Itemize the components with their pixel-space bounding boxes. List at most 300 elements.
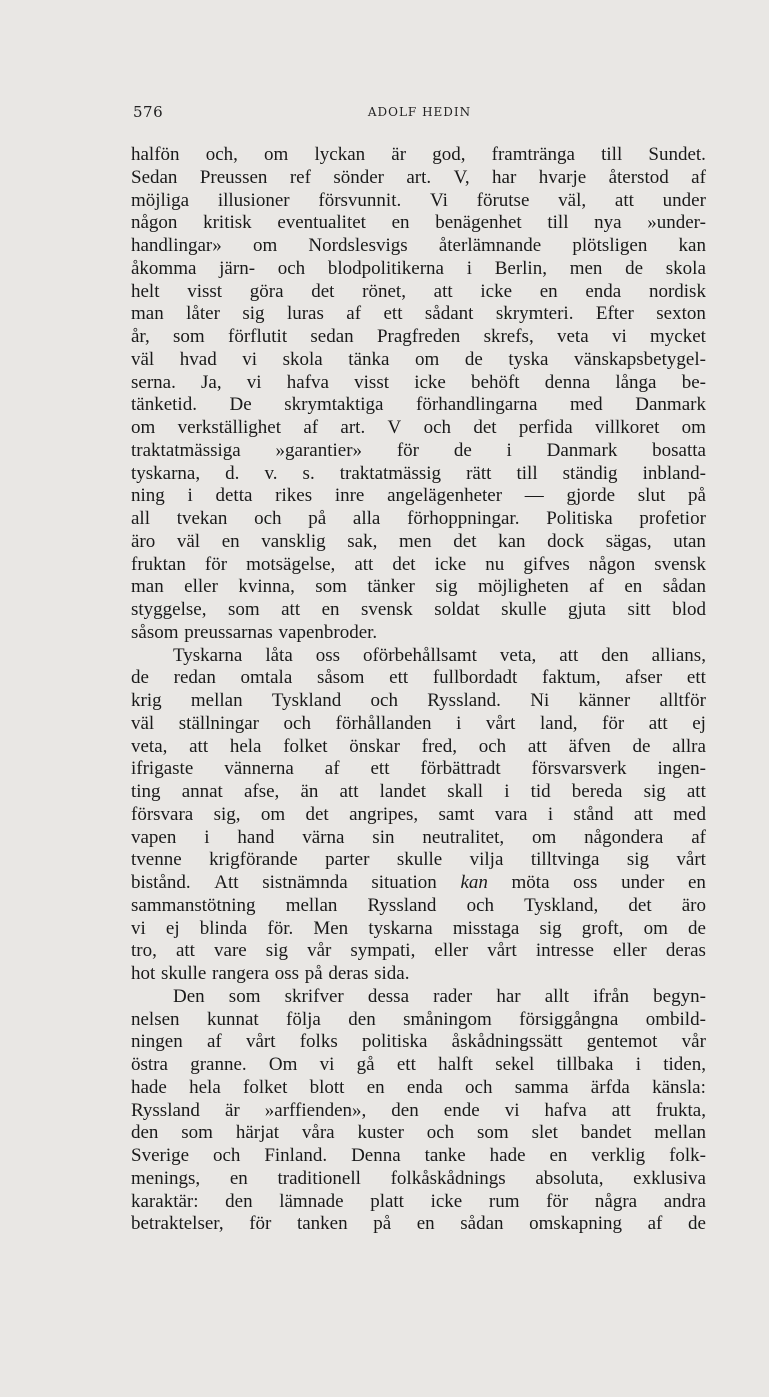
- text-line: [131, 554, 706, 577]
- word: deras: [328, 963, 369, 984]
- word: sympati,: [350, 940, 416, 962]
- word: samma: [514, 1076, 569, 1098]
- word: för: [396, 439, 420, 461]
- word: vi: [131, 917, 146, 939]
- word: oss: [315, 644, 341, 666]
- text-line: [131, 713, 706, 736]
- word: småningom: [403, 1008, 492, 1030]
- word: utan: [673, 530, 706, 552]
- word: preussarnas: [184, 621, 273, 643]
- word: andra: [663, 1190, 706, 1212]
- word: Ni: [530, 690, 550, 711]
- word: för: [602, 712, 625, 734]
- word: illusioner: [217, 189, 290, 211]
- word: sönder: [333, 166, 384, 188]
- word: det: [473, 417, 497, 438]
- word: väl,: [558, 189, 587, 211]
- word: eller: [434, 940, 469, 962]
- word: som: [173, 326, 205, 347]
- word: hade: [131, 1076, 167, 1098]
- word: östra: [131, 1054, 168, 1075]
- word: sig: [242, 303, 265, 325]
- word: halfön: [131, 144, 180, 165]
- word: bistånd.: [131, 872, 191, 893]
- word: att: [281, 599, 301, 620]
- word: Danmark: [635, 394, 706, 416]
- text-line: [131, 827, 706, 850]
- word: den: [131, 1122, 159, 1144]
- word: de: [632, 735, 651, 757]
- word: menings,: [131, 1167, 201, 1189]
- word: Efter: [595, 303, 634, 325]
- word: vapen: [131, 826, 177, 848]
- word: bereda: [571, 781, 623, 802]
- text-line: [131, 1168, 706, 1191]
- word: svensk: [361, 599, 413, 620]
- word: rönet,: [362, 280, 406, 302]
- word: att: [633, 803, 653, 825]
- word: Men: [313, 917, 349, 939]
- word: dock: [547, 530, 585, 552]
- word: v.: [264, 462, 278, 484]
- word: såsom: [131, 621, 179, 643]
- word: blod: [672, 599, 706, 620]
- word: att: [559, 644, 579, 666]
- word: hvad: [179, 348, 217, 370]
- word: och: [465, 1076, 493, 1098]
- word: afse,: [243, 781, 280, 802]
- word: sig: [539, 917, 562, 939]
- word: sig: [435, 576, 458, 598]
- word: som: [315, 576, 347, 598]
- word: för: [546, 1190, 569, 1212]
- word: en: [221, 530, 240, 552]
- word: ifrån: [593, 985, 630, 1007]
- word: eller: [184, 576, 218, 598]
- word: de: [131, 667, 149, 689]
- text-line: [131, 1077, 706, 1100]
- word: är: [391, 144, 407, 165]
- word: ett: [370, 758, 390, 780]
- word: Sverige: [131, 1145, 190, 1166]
- word: rum: [488, 1190, 520, 1212]
- text-line: [131, 804, 706, 827]
- word: detta: [215, 485, 253, 507]
- word: V,: [453, 166, 470, 188]
- word: möjligheten: [477, 576, 569, 598]
- word: rangera: [212, 963, 270, 984]
- word: skrymteri.: [495, 303, 574, 325]
- text-line: [131, 167, 706, 190]
- word: inbland-: [642, 462, 706, 484]
- word: och: [212, 1145, 241, 1166]
- word: Finland.: [264, 1145, 328, 1166]
- word: ett: [383, 303, 403, 325]
- word: en: [366, 1076, 385, 1098]
- word: det: [453, 530, 477, 552]
- word: att: [354, 553, 374, 575]
- word: en: [416, 1213, 435, 1235]
- word: sitt: [627, 599, 651, 620]
- word: sägas,: [605, 530, 652, 552]
- word: förhandlingarna: [416, 394, 538, 416]
- word: det: [392, 553, 416, 575]
- word: kan: [498, 530, 526, 552]
- word: järn-: [219, 257, 256, 279]
- text-line: [131, 326, 706, 349]
- word: sexton: [656, 303, 706, 325]
- text-line: [131, 212, 706, 235]
- word: önskar: [349, 735, 400, 757]
- word: tanken: [296, 1213, 348, 1235]
- word: krigförande: [209, 849, 298, 871]
- word: på: [308, 508, 327, 529]
- word: vilja: [469, 849, 504, 871]
- word: karaktär:: [131, 1190, 199, 1212]
- word: Om: [268, 1054, 298, 1075]
- word: Sedan: [131, 166, 178, 188]
- word: De: [229, 394, 252, 416]
- word: skulle: [396, 849, 443, 871]
- word: granne.: [190, 1054, 247, 1075]
- text-line: [131, 1031, 706, 1054]
- word: »under-: [647, 212, 706, 234]
- word: ej: [692, 712, 706, 734]
- word: sig,: [213, 803, 241, 825]
- word: försvara: [131, 803, 194, 825]
- word: till: [601, 144, 623, 165]
- word: tillbaka: [556, 1054, 614, 1075]
- word: sådan: [662, 576, 706, 598]
- word: hvarje: [538, 166, 587, 188]
- word: af: [691, 826, 706, 848]
- word: oss: [274, 963, 299, 984]
- word: all: [131, 508, 150, 529]
- word: och: [423, 417, 451, 438]
- text-line: [131, 1100, 706, 1123]
- word: skulle: [501, 599, 547, 620]
- word: af: [691, 166, 706, 188]
- word: om: [681, 417, 706, 438]
- word: bandet: [580, 1122, 632, 1144]
- word: blott: [309, 1076, 345, 1098]
- word: såsom: [316, 667, 365, 689]
- word: Sundet.: [648, 144, 706, 165]
- word: verklig: [591, 1145, 646, 1166]
- word: på: [373, 1213, 392, 1235]
- word: art.: [406, 166, 432, 188]
- word: Nordslesvigs: [308, 235, 408, 256]
- word: nu: [485, 553, 505, 575]
- word: att: [686, 781, 706, 802]
- word: att: [648, 712, 668, 734]
- word: Den: [173, 985, 205, 1007]
- word: af: [324, 758, 340, 780]
- word: ärfda: [590, 1076, 630, 1098]
- word: traktatmässiga: [131, 439, 241, 461]
- page-number: 576: [133, 103, 164, 121]
- word: ej: [165, 917, 180, 939]
- word: Ryssland: [367, 894, 437, 916]
- word: blodpolitikerna: [327, 257, 444, 279]
- word: i: [456, 712, 462, 734]
- word: veta: [557, 326, 589, 347]
- word: gjorde: [566, 485, 616, 507]
- word: att: [339, 781, 359, 802]
- word: mellan: [285, 894, 338, 916]
- text-line: [131, 781, 706, 804]
- text-line: [131, 895, 706, 918]
- word: Ja,: [201, 371, 222, 393]
- word: profetior: [639, 508, 706, 529]
- word: vi: [611, 326, 627, 347]
- word: omskapning: [529, 1213, 623, 1235]
- word: soldat: [434, 599, 480, 620]
- word: landet: [379, 781, 427, 802]
- word: vänskapsbetygel-: [574, 348, 706, 370]
- word: om: [532, 826, 557, 848]
- text-line: [131, 485, 706, 508]
- word: sistnämnda: [262, 872, 348, 893]
- word: Preussen: [199, 166, 268, 188]
- word: försvunnit.: [318, 189, 402, 211]
- word: tänker: [367, 576, 415, 598]
- word: som: [227, 599, 260, 620]
- word: att: [175, 940, 195, 962]
- word: äfven: [568, 735, 611, 757]
- word: groft,: [581, 917, 624, 939]
- word: på: [304, 963, 323, 984]
- word: Tyskland: [271, 690, 342, 711]
- word: i: [547, 803, 554, 825]
- word: parter: [325, 849, 370, 871]
- text-line: [131, 667, 706, 690]
- word: rikes: [275, 485, 313, 507]
- word: af: [206, 1031, 222, 1053]
- word: Pragfreden: [376, 326, 461, 347]
- word: visst: [354, 371, 390, 393]
- text-line: [131, 849, 706, 872]
- word: väl: [131, 348, 155, 370]
- word: serna.: [131, 371, 176, 393]
- word: Tyskland,: [524, 894, 599, 916]
- word: tid: [530, 781, 551, 802]
- word: kan: [678, 235, 706, 256]
- word: tilltvinga: [530, 849, 600, 871]
- word: krig: [131, 690, 162, 711]
- word: sådant: [424, 303, 474, 325]
- word: som: [477, 1122, 509, 1144]
- word: den: [348, 1008, 376, 1030]
- word: de: [687, 917, 706, 939]
- word: lyckan: [314, 144, 366, 165]
- word: hela: [229, 735, 262, 757]
- word: väl: [176, 530, 201, 552]
- word: fruktan: [131, 553, 186, 575]
- text-line: [131, 531, 706, 554]
- running-head: [133, 103, 706, 123]
- word: en: [229, 1167, 248, 1189]
- word: neutralitet,: [422, 826, 505, 848]
- word: ting: [131, 781, 161, 802]
- word: om: [264, 144, 289, 165]
- word: skrefs,: [483, 326, 534, 347]
- word: för.: [267, 917, 294, 939]
- word: vännerna: [224, 758, 294, 780]
- word: vårt: [485, 712, 516, 734]
- word: behöft: [471, 371, 520, 393]
- word: vi: [319, 1054, 335, 1075]
- word: gifves: [523, 553, 570, 575]
- word: hafva: [286, 371, 329, 393]
- word: en: [624, 576, 643, 598]
- word: Vi: [430, 189, 448, 211]
- word: tyska: [508, 348, 549, 370]
- word: faktum,: [542, 667, 601, 689]
- word: ingen-: [657, 758, 706, 780]
- word: eller: [613, 940, 647, 962]
- text-line: [131, 394, 706, 417]
- word: tyskarna: [368, 917, 433, 939]
- word: tyskarna,: [131, 462, 201, 484]
- word: kritisk: [203, 212, 252, 234]
- word: våra: [301, 1122, 335, 1144]
- word: god,: [432, 144, 466, 165]
- word: att: [189, 735, 209, 757]
- word: hafva: [544, 1099, 587, 1121]
- word: man: [131, 576, 164, 598]
- word: hand: [237, 826, 275, 848]
- word: sekel: [495, 1054, 535, 1075]
- word: åkomma: [131, 257, 197, 279]
- word: i: [187, 485, 193, 507]
- word: villkoret: [594, 417, 660, 438]
- word: att: [527, 735, 547, 757]
- word: dessa: [367, 985, 410, 1007]
- word: afser: [625, 667, 663, 689]
- word: »garantier»: [275, 439, 363, 461]
- word: de: [464, 348, 483, 370]
- word: hot: [131, 963, 156, 984]
- word: vansklig: [261, 530, 326, 552]
- text-line: [131, 736, 706, 759]
- word: folket: [283, 735, 328, 757]
- word: Ryssland.: [427, 690, 501, 711]
- word: vårt: [487, 940, 517, 962]
- text-line: [131, 986, 706, 1009]
- word: möjliga: [131, 189, 190, 211]
- text-line: [131, 190, 706, 213]
- text-line: [131, 417, 706, 440]
- word: ombild-: [645, 1008, 706, 1030]
- text-line: [131, 303, 706, 326]
- word: luras: [286, 303, 324, 325]
- body-text: [131, 144, 706, 1236]
- word: att: [433, 280, 453, 302]
- word: icke: [430, 1190, 463, 1212]
- word: vare: [214, 940, 247, 962]
- text-line: [131, 645, 706, 668]
- text-line: [131, 508, 706, 531]
- word: tiden,: [663, 1054, 706, 1075]
- word: slut: [637, 485, 666, 507]
- word: enda: [585, 280, 622, 302]
- word: perfida: [518, 417, 573, 438]
- word: handlingar»: [131, 235, 222, 256]
- word: frukta,: [655, 1099, 706, 1121]
- word: har: [496, 985, 521, 1007]
- word: ett: [389, 667, 409, 689]
- word: förhoppningar.: [407, 508, 520, 529]
- word: värna: [302, 826, 345, 848]
- word: vårt: [676, 849, 706, 871]
- word: med: [673, 803, 706, 825]
- word: och: [283, 712, 311, 734]
- text-line: [131, 918, 706, 941]
- word: och: [426, 1122, 455, 1144]
- word: ifrigaste: [131, 758, 194, 780]
- running-title: ADOLF HEDIN: [367, 105, 472, 119]
- word: ning: [131, 485, 165, 507]
- word: kvinna,: [238, 576, 295, 598]
- word: plötsligen: [572, 235, 648, 256]
- word: annat: [181, 781, 223, 802]
- word: icke: [414, 371, 446, 393]
- word: mellan: [190, 690, 243, 711]
- word: om: [415, 348, 440, 370]
- word: än: [300, 781, 319, 802]
- word: angripes,: [349, 803, 419, 825]
- word: ende: [443, 1099, 480, 1121]
- word: en: [391, 212, 410, 234]
- word: med: [569, 394, 603, 416]
- word: till: [516, 462, 538, 484]
- word: väl: [131, 712, 155, 734]
- word: förutse: [476, 189, 530, 211]
- word: skola: [665, 257, 706, 279]
- word: åskådningssätt: [451, 1031, 563, 1053]
- word: om: [252, 235, 278, 256]
- word: tänketid.: [131, 394, 197, 416]
- word: äro: [131, 530, 156, 552]
- word: de: [625, 257, 644, 279]
- word: icke: [434, 553, 467, 575]
- word: sin: [372, 826, 395, 848]
- word: försiggångna: [519, 1008, 619, 1030]
- word: att: [611, 1099, 631, 1121]
- word: folk-: [669, 1145, 706, 1166]
- word: vår: [307, 940, 332, 962]
- word: verkställighet: [177, 417, 282, 438]
- word: benägenhet: [435, 212, 522, 234]
- word: och,: [205, 144, 238, 165]
- text-line: [131, 1122, 706, 1145]
- word: Politiska: [546, 508, 613, 529]
- word: och: [277, 257, 306, 279]
- word: visst: [187, 280, 223, 302]
- word: gjuta: [568, 599, 606, 620]
- word: gentemot: [586, 1031, 658, 1053]
- word: styggelse,: [131, 599, 207, 620]
- word: af: [303, 417, 319, 438]
- word: någondera: [584, 826, 664, 848]
- word: i: [466, 257, 472, 279]
- word: allra: [672, 735, 706, 757]
- text-line: [131, 440, 706, 463]
- word: men: [398, 530, 432, 552]
- word: veta,: [131, 735, 168, 757]
- word: år,: [131, 326, 150, 347]
